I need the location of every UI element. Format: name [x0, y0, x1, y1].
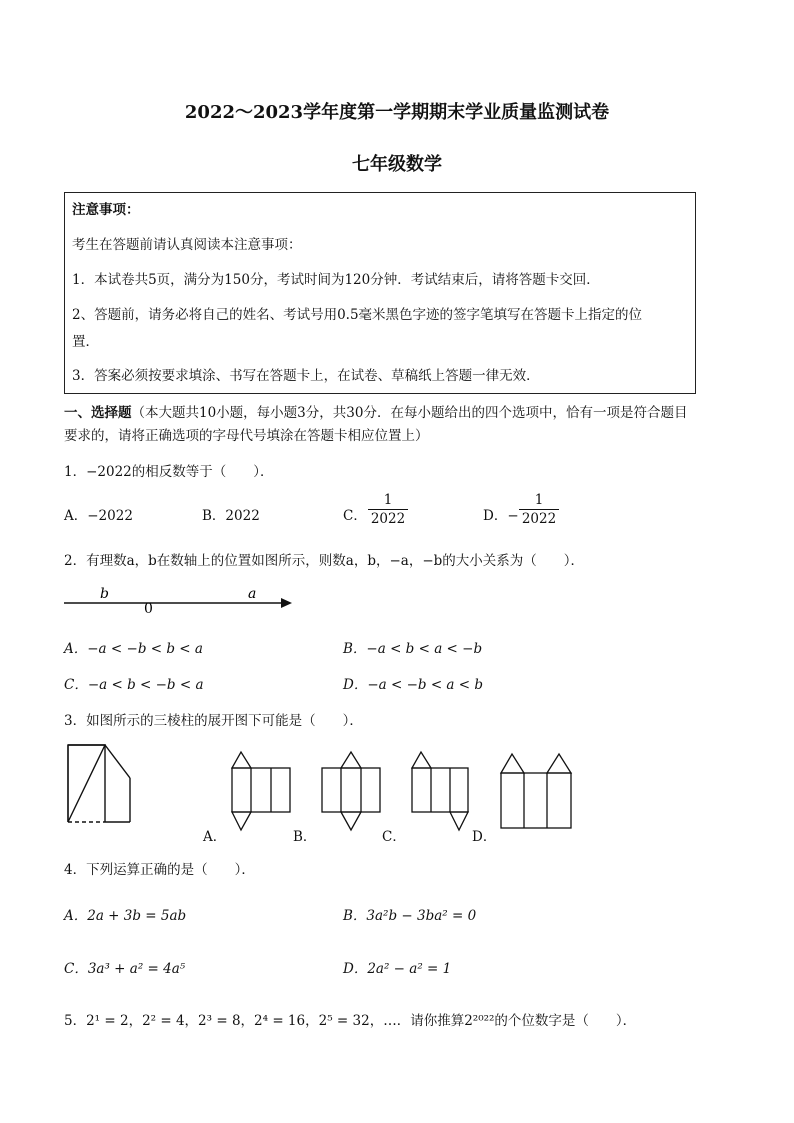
exam-title: 2022～2023学年度第一学期期末学业质量监测试卷	[184, 102, 610, 123]
net-option-c	[412, 752, 468, 830]
q4-option-d: D．2a² − a² = 1	[343, 961, 452, 977]
q1-option-c-fraction	[368, 492, 408, 527]
q1-option-b: B．2022	[202, 508, 260, 524]
q1-option-d-label: D．−	[483, 508, 519, 524]
q5-stem: 5．2¹ = 2，2² = 4，2³ = 8，2⁴ = 16，2⁵ = 32，…．请你推算2²⁰²²的个位数字是（ ）．	[64, 1013, 637, 1029]
q1-c-denominator: 2022	[370, 511, 406, 527]
fraction-bar	[519, 509, 559, 510]
q4-option-b: B．3a²b − 3ba² = 0	[343, 908, 477, 924]
q3-option-a: A．	[203, 829, 227, 845]
notice-item-2-cont: 置．	[72, 334, 99, 350]
net-option-b	[322, 752, 380, 830]
exam-subtitle: 七年级数学	[352, 154, 442, 175]
section-label: 一、选择题	[64, 405, 132, 421]
number-line-label-b: b	[100, 586, 109, 602]
notice-item-1: 1．本试卷共5页，满分为150分，考试时间为120分钟．考试结束后，请将答题卡交回．	[72, 272, 600, 288]
net-option-d	[501, 754, 571, 828]
q2-option-a: A．−a < −b < b < a	[64, 641, 203, 657]
q1-option-d-fraction	[519, 492, 559, 527]
q3-option-d: D．	[472, 829, 497, 845]
q1-option-c-label: C．	[343, 508, 367, 524]
number-line-label-a: a	[248, 586, 257, 602]
q2-stem: 2．有理数a，b在数轴上的位置如图所示，则数a，b，−a，−b的大小关系为（ ）．	[64, 553, 585, 569]
q4-option-a: A．2a + 3b = 5ab	[64, 908, 187, 924]
section-heading	[64, 401, 687, 421]
section-desc: （本大题共10小题，每小题3分，共30分．在每小题给出的四个选项中，恰有一项是符合题目	[131, 405, 688, 421]
q3-stem: 3．如图所示的三棱柱的展开图下可能是（ ）．	[64, 713, 363, 729]
notice-intro: 考生在答题前请认真阅读本注意事项：	[72, 237, 302, 253]
number-line-figure	[62, 582, 296, 618]
notice-heading: 注意事项：	[72, 202, 140, 218]
q2-option-b: B．−a < b < a < −b	[343, 641, 483, 657]
q1-stem: 1．−2022的相反数等于（ ）．	[64, 464, 274, 480]
number-line-label-zero: 0	[144, 601, 153, 617]
q1-d-denominator: 2022	[521, 511, 557, 527]
q3-option-b: B．	[293, 829, 317, 845]
section-desc-cont: 要求的，请将正确选项的字母代号填涂在答题卡相应位置上）	[64, 428, 429, 444]
q4-option-c: C．3a³ + a² = 4a⁵	[64, 961, 186, 977]
q1-d-numerator: 1	[534, 492, 544, 508]
q1-c-numerator: 1	[383, 492, 393, 508]
q1-option-a: A．−2022	[64, 508, 133, 524]
q3-option-c: C．	[382, 829, 406, 845]
notice-item-3: 3．答案必须按要求填涂、书写在答题卡上，在试卷、草稿纸上答题一律无效．	[72, 368, 540, 384]
net-option-a	[232, 752, 290, 830]
q4-stem: 4．下列运算正确的是（ ）．	[64, 862, 255, 878]
fraction-bar	[368, 509, 408, 510]
notice-item-2: 2、答题前，请务必将自己的姓名、考试号用0.5毫米黑色字迹的签字笔填写在答题卡上指定的位	[72, 307, 643, 323]
q2-option-c: C．−a < b < −b < a	[64, 677, 204, 693]
triangular-prism-figure	[68, 745, 130, 822]
q3-figures	[60, 740, 620, 840]
q2-option-d: D．−a < −b < a < b	[343, 677, 484, 693]
number-line-arrow	[281, 598, 292, 608]
